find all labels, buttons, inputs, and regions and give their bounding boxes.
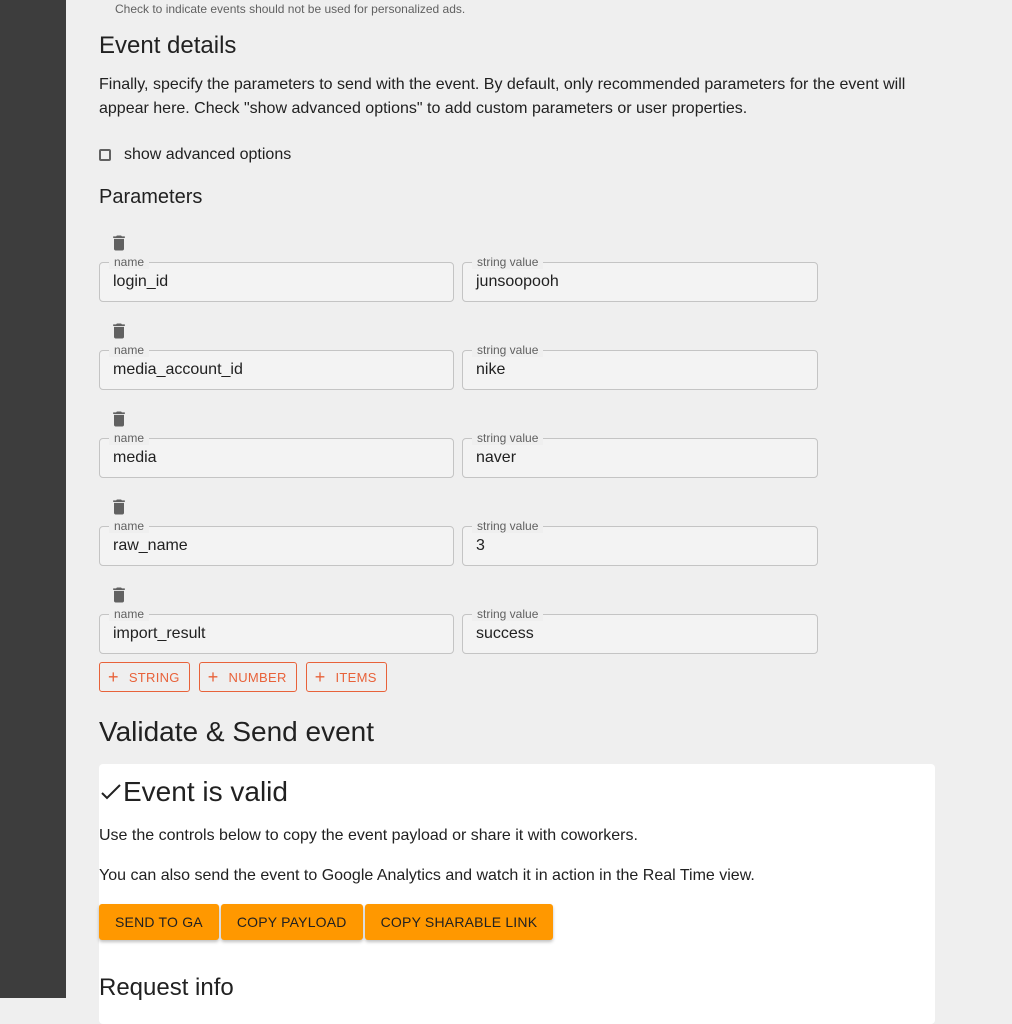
parameter-value-field[interactable] (462, 519, 818, 566)
parameter-row (99, 496, 818, 566)
parameter-name-field[interactable] (99, 255, 454, 302)
parameter-name-label: name (109, 431, 149, 445)
copy-instructions: Use the controls below to copy the event payload or share it with coworkers. (99, 827, 638, 844)
parameter-value-label: string value (472, 431, 543, 445)
delete-icon[interactable] (109, 584, 129, 606)
advanced-options-toggle[interactable] (99, 146, 291, 164)
checkmark-icon (99, 777, 123, 807)
parameter-row (99, 320, 818, 390)
parameter-value-value: nike (476, 361, 506, 378)
validation-status-text: Event is valid (123, 776, 288, 807)
parameter-name-value: import_result (113, 625, 206, 642)
parameter-name-label: name (109, 255, 149, 269)
add-number-button[interactable] (199, 662, 297, 692)
add-string-button[interactable] (99, 662, 190, 692)
add-string-label: STRING (128, 669, 180, 685)
parameter-name-field[interactable] (99, 431, 454, 478)
parameter-name-field[interactable] (99, 519, 454, 566)
copy-sharable-link-button[interactable]: COPY SHARABLE LINK (365, 904, 554, 940)
add-items-button[interactable] (306, 662, 387, 692)
event-details-description: Finally, specify the parameters to send with the event. By default, only recommended parameters for the event will appear here. Check "show advanced options" to add custom parameters or user properties. (99, 76, 906, 117)
advanced-options-label: show advanced options (124, 146, 292, 163)
validate-send-title: Validate & Send event (99, 716, 375, 747)
add-parameter-buttons (99, 662, 387, 692)
plus-icon: + (314, 667, 326, 687)
plus-icon: + (207, 667, 219, 687)
delete-icon[interactable] (109, 232, 129, 254)
parameter-name-field[interactable] (99, 343, 454, 390)
validation-card (99, 764, 935, 1024)
parameter-name-label: name (109, 607, 149, 621)
send-to-ga-button[interactable]: SEND TO GA (99, 904, 219, 940)
parameter-value-field[interactable] (462, 431, 818, 478)
parameter-value-field[interactable] (462, 255, 818, 302)
parameter-value-field[interactable] (462, 343, 818, 390)
parameter-name-value: login_id (113, 273, 169, 290)
parameter-row (99, 232, 818, 302)
parameter-value-label: string value (472, 255, 543, 269)
event-details-title: Event details (99, 32, 237, 59)
request-info-title: Request info (99, 974, 234, 1001)
parameter-value-label: string value (472, 519, 543, 533)
parameter-name-value: media_account_id (113, 361, 243, 378)
parameter-value-label: string value (472, 343, 543, 357)
parameter-value-value: success (476, 625, 534, 642)
add-number-label: NUMBER (228, 669, 287, 685)
parameter-name-value: media (113, 449, 157, 466)
parameter-name-field[interactable] (99, 607, 454, 654)
plus-icon: + (108, 667, 119, 687)
send-instructions: You can also send the event to Google Analytics and watch it in action in the Real Time view. (99, 867, 755, 884)
parameter-name-label: name (109, 343, 149, 357)
parameter-value-field[interactable] (462, 607, 818, 654)
parameter-name-label: name (109, 519, 149, 533)
parameter-name-value: raw_name (113, 537, 188, 554)
copy-payload-button[interactable]: COPY PAYLOAD (221, 904, 363, 940)
advanced-options-checkbox[interactable] (99, 149, 111, 161)
parameter-value-value: naver (476, 449, 517, 466)
delete-icon[interactable] (109, 496, 129, 518)
parameter-value-value: 3 (476, 537, 485, 554)
personalized-ads-hint: Check to indicate events should not be used for personalized ads. (115, 2, 466, 16)
delete-icon[interactable] (109, 320, 129, 342)
validation-status (99, 776, 288, 808)
sidebar (0, 0, 66, 998)
delete-icon[interactable] (109, 408, 129, 430)
action-buttons (99, 904, 553, 940)
add-items-label: ITEMS (335, 669, 377, 685)
parameter-row (99, 584, 818, 654)
parameter-row (99, 408, 818, 478)
parameter-value-label: string value (472, 607, 543, 621)
parameter-value-value: junsoopooh (476, 273, 559, 290)
parameters-title: Parameters (99, 186, 203, 208)
